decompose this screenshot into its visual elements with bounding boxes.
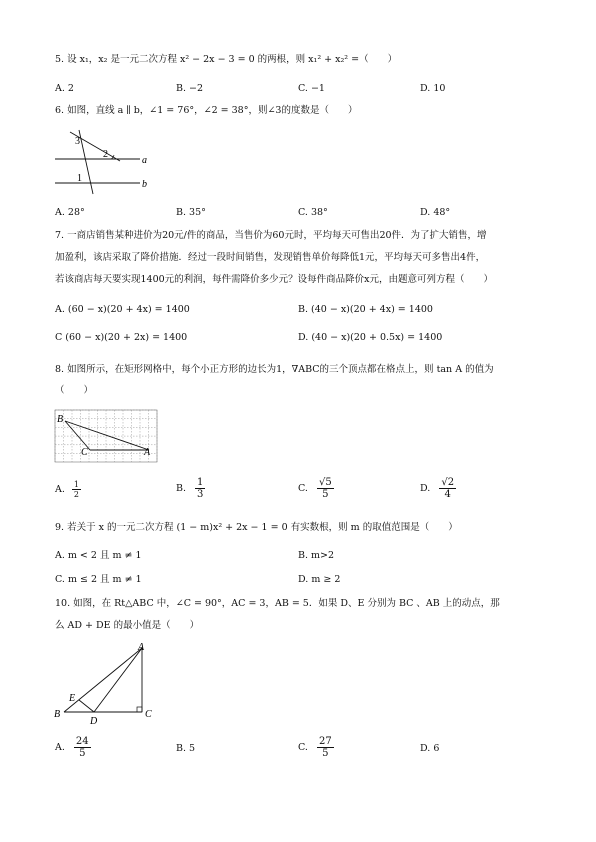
q10-option-a [55, 736, 91, 759]
numerator: √5 [318, 477, 332, 488]
denominator: 3 [197, 489, 204, 500]
fraction [74, 736, 91, 759]
denominator: 2 [73, 490, 80, 499]
vertex-a-label: A [138, 642, 145, 653]
q10-option-b: B. 5 [176, 743, 196, 754]
q6-option-d: D. 48° [420, 207, 451, 218]
fraction [439, 477, 456, 500]
q9-stem: 9. 若关于 x 的一元二次方程 (1 − m)x² + 2x − 1 = 0 有实数根，则 m 的取值范围是（ ） [55, 522, 458, 533]
q6-option-b: B. 35° [176, 207, 206, 218]
denominator: 5 [79, 748, 86, 759]
q7-stem-line-1: 7. 一商店销售某种进价为20元/件的商品，当售价为60元时，平均每天可售出20件．为了扩大销售，增 [55, 230, 487, 241]
q8-stem-line-1: 8. 如图所示，在矩形网格中，每个小正方形的边长为1，∇ABC的三个顶点都在格点上，则 tan A 的值为 [55, 364, 494, 375]
right-angle-mark [137, 707, 142, 712]
segment-de [79, 700, 94, 712]
q6-parallel-lines-figure [55, 126, 155, 198]
q8-option-a [55, 480, 81, 499]
numerator: 24 [75, 736, 89, 747]
q7-stem-line-2: 加盈利，该店采取了降价措施．经过一段时间销售，发现销售单价每降低1元，平均每天可多售出4件， [55, 252, 486, 263]
fraction [317, 477, 334, 500]
q10-option-c [298, 736, 334, 759]
option-label: C. [298, 483, 308, 494]
line-b-label: b [142, 179, 147, 190]
q9-option-b: B. m>2 [298, 550, 335, 561]
vertex-b-label: B [54, 709, 61, 720]
q6-option-c: C. 38° [298, 207, 328, 218]
point-e-label: E [69, 693, 76, 704]
transversal [79, 130, 93, 194]
q7-stem-line-3: 若该商店每天要实现1400元的利润，每件需降价多少元？设每件商品降价x元，由题意可列方程（ ） [55, 274, 494, 285]
q7-option-a: A. (60 − x)(20 + 4x) = 1400 [55, 304, 190, 315]
segment-ad [94, 648, 142, 712]
vertex-b-label: B [57, 414, 64, 425]
option-label: A. [55, 742, 65, 753]
q6-stem: 6. 如图，直线 a ∥ b，∠1 = 76°，∠2 = 38°，则∠3的度数是（ ） [55, 105, 358, 116]
option-label: A. [55, 484, 65, 495]
line-a-label: a [142, 155, 147, 166]
q7-option-d: D. (40 − x)(20 + 0.5x) = 1400 [298, 332, 443, 343]
numerator: √2 [441, 477, 455, 488]
option-label: D. [420, 483, 431, 494]
q7-option-b: B. (40 − x)(20 + 4x) = 1400 [298, 304, 433, 315]
q6-option-a: A. 28° [55, 207, 85, 218]
q9-option-c: C. m ≤ 2 且 m ≠ 1 [55, 574, 142, 585]
side-ab [64, 648, 142, 712]
q8-grid-figure [54, 408, 160, 464]
numerator: 27 [318, 736, 332, 747]
q8-option-b [176, 477, 205, 500]
angle-3-label: 3 [75, 136, 80, 147]
point-d-label: D [90, 716, 98, 727]
q5-option-b: B. −2 [176, 83, 204, 94]
q8-option-c [298, 477, 334, 500]
fraction [72, 480, 81, 499]
q5-option-a: A. 2 [55, 83, 74, 94]
angle-2-label: 2 [103, 149, 108, 160]
option-label: B. [176, 483, 187, 494]
q5-option-c: C. −1 [298, 83, 325, 94]
vertex-c-label: C [145, 709, 152, 720]
denominator: 5 [322, 489, 329, 500]
numerator: 1 [73, 480, 80, 489]
q8-option-d [420, 477, 456, 500]
q7-option-c: C (60 − x)(20 + 2x) = 1400 [55, 332, 188, 343]
angle-1-label: 1 [77, 173, 82, 184]
fraction [317, 736, 334, 759]
q10-stem-line-1: 10. 如图，在 Rt△ABC 中，∠C = 90°，AC = 3，AB = 5．如果 D、E 分别为 BC 、AB 上的动点，那 [55, 598, 500, 609]
q9-option-a: A. m < 2 且 m ≠ 1 [55, 550, 142, 561]
q8-stem-line-2: （ ） [55, 385, 94, 396]
denominator: 5 [322, 748, 329, 759]
q10-option-d: D. 6 [420, 743, 440, 754]
numerator: 1 [197, 477, 204, 488]
vertex-c-label: C [81, 447, 88, 458]
q5-option-d: D. 10 [420, 83, 446, 94]
denominator: 4 [444, 489, 451, 500]
fraction [195, 477, 205, 500]
q5-stem: 5. 设 x₁，x₂ 是一元二次方程 x² − 2x − 3 = 0 的两根，则 x₁² + x₂² =（ ） [55, 54, 398, 65]
vertex-a-label: A [144, 447, 151, 458]
q10-right-triangle-figure [52, 642, 162, 728]
q10-stem-line-2: 么 AD + DE 的最小值是（ ） [55, 620, 200, 631]
option-label: C. [298, 742, 308, 753]
q9-option-d: D. m ≥ 2 [298, 574, 341, 585]
